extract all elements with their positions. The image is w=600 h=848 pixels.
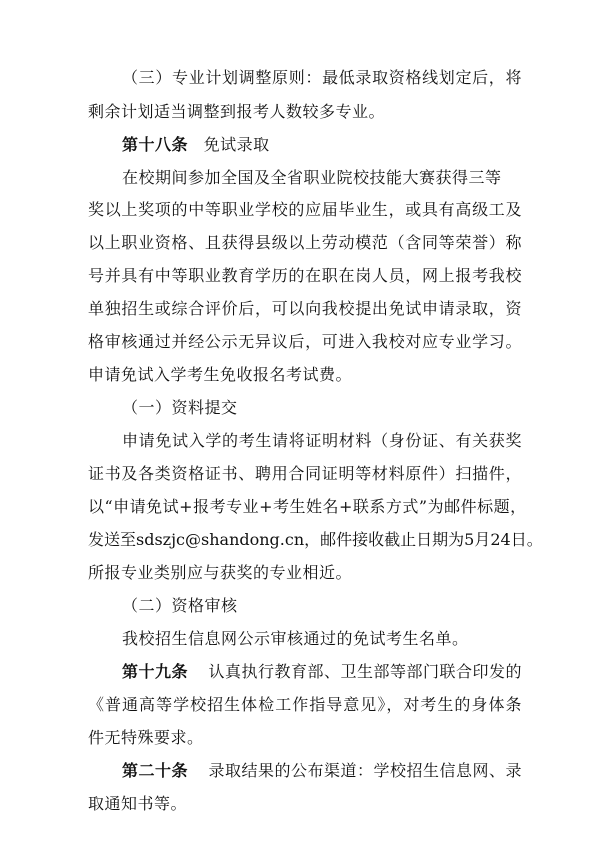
article-20-number: 第二十条 bbox=[122, 761, 189, 780]
article-20-line-1-text: 录取结果的公布渠道：学校招生信息网、录 bbox=[208, 761, 522, 780]
article-18-title: 免试录取 bbox=[203, 135, 270, 154]
subsection-1-line-2: 证书及各类资格证书、聘用合同证明等材料原件）扫描件， bbox=[88, 464, 522, 483]
article-18-line-2: 奖以上奖项的中等职业学校的应届毕业生，或具有高级工及 bbox=[88, 200, 522, 219]
article-20-line-2: 取通知书等。 bbox=[88, 794, 188, 813]
article-18-line-7: 申请免试入学考生免收报名考试费。 bbox=[88, 365, 353, 384]
article-19-line-1 bbox=[122, 662, 522, 682]
article-18-line-1: 在校期间参加全国及全省职业院校技能大赛获得三等 bbox=[122, 168, 502, 187]
paragraph-3-line-2: 剩余计划适当调整到报考人数较多专业。 bbox=[88, 102, 386, 121]
article-19-line-3: 件无特殊要求。 bbox=[88, 728, 204, 747]
subsection-1-line-4: 发送至sdszjc@shandong.cn，邮件接收截止日期为5月24日。 bbox=[88, 530, 543, 549]
article-18-line-4: 号并具有中等职业教育学历的在职在岗人员，网上报考我校 bbox=[88, 266, 522, 285]
article-18-number: 第十八条 bbox=[122, 135, 189, 154]
article-18-line-3: 以上职业资格、且获得县级以上劳动模范（含同等荣誉）称 bbox=[88, 233, 522, 252]
article-19-line-2: 《普通高等学校招生体检工作指导意见》，对考生的身体条 bbox=[88, 695, 522, 714]
article-19-line-1-text: 认真执行教育部、卫生部等部门联合印发的 bbox=[208, 662, 522, 681]
subsection-2-title: （二）资格审核 bbox=[122, 596, 238, 615]
article-18-heading bbox=[122, 135, 270, 155]
article-19-number: 第十九条 bbox=[122, 662, 189, 681]
subsection-1-line-3: 以“申请免试+报考专业+考生姓名+联系方式”为邮件标题， bbox=[88, 497, 527, 516]
subsection-1-line-1: 申请免试入学的考生请将证明材料（身份证、有关获奖 bbox=[122, 431, 522, 450]
subsection-2-line-1: 我校招生信息网公示审核通过的免试考生名单。 bbox=[122, 629, 469, 648]
paragraph-3-line-1: （三）专业计划调整原则：最低录取资格线划定后，将 bbox=[122, 68, 522, 87]
article-18-line-5: 单独招生或综合评价后，可以向我校提出免试申请录取，资 bbox=[88, 299, 522, 318]
subsection-1-line-5: 所报专业类别应与获奖的专业相近。 bbox=[88, 563, 353, 582]
subsection-1-title: （一）资料提交 bbox=[122, 398, 238, 417]
article-20-line-1 bbox=[122, 761, 522, 781]
article-18-line-6: 格审核通过并经公示无异议后，可进入我校对应专业学习。 bbox=[88, 332, 522, 351]
